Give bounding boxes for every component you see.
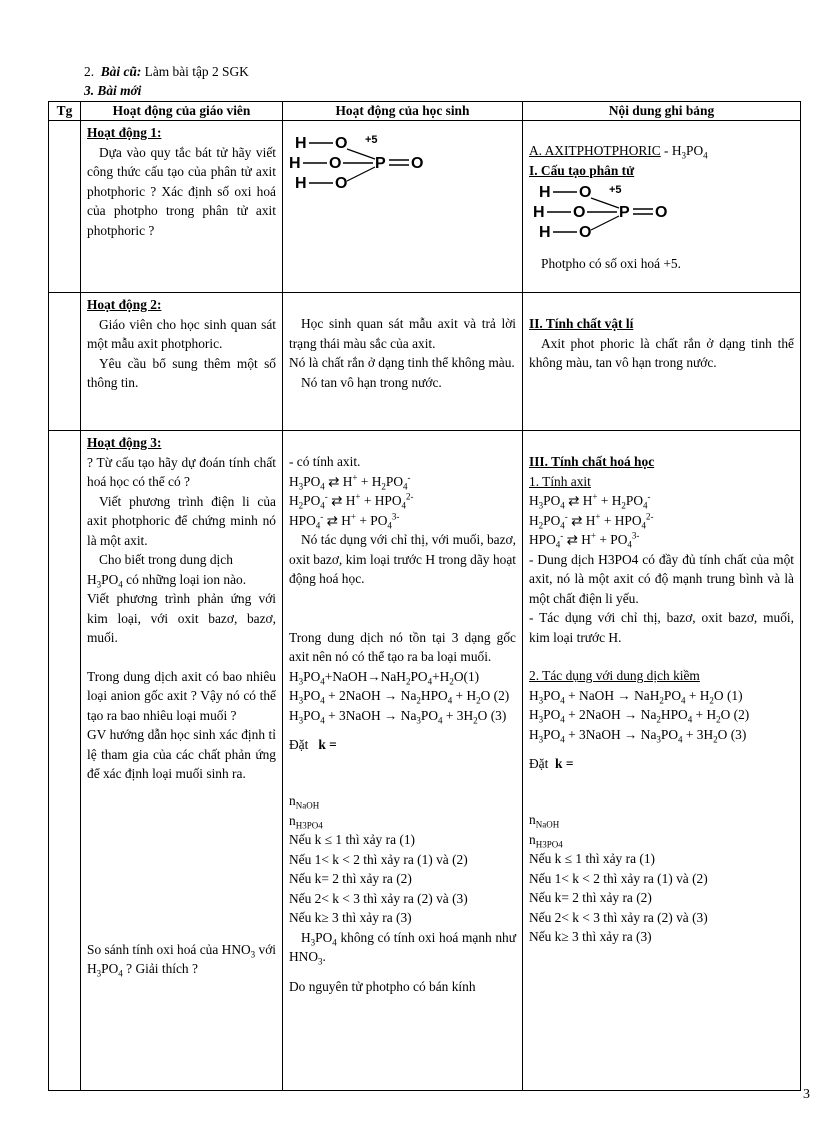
activity-title: Hoạt động 3: [87,435,162,450]
svg-text:O: O [655,204,668,221]
student-text: $H_3PO_4$ không có tính oxi hoá mạnh như $HNO_3$. [289,929,516,967]
teacher-cell [81,431,283,1091]
teacher-question: Viết phương trình điện li của axit photphoric để chứng minh nó là một axit. [87,493,276,548]
content-text: Axit phot phoric là chất rắn ở dạng tinh thể không màu, tan vô hạn trong nước. [529,335,794,370]
reaction-eq-2: $H_3PO_4$ + 2NaOH → $Na_2HPO_4 + H_2O$ (2) [529,707,750,725]
student-text: Nó tan vô hạn trong nước. [301,374,442,390]
activity-title: Hoạt động 1: [87,125,162,140]
svg-text:O: O [573,204,586,221]
student-text: Nó tác dụng với chỉ thị, với muối, bazơ, oxit bazơ, kim loại trước H trong dãy hoạt động hoá học. [289,532,516,586]
struct-p: P [375,155,386,172]
case-line: Nếu k≥ 3 thì xảy ra (3) [289,910,412,925]
svg-text:O: O [579,224,592,241]
struct-o4: O [411,155,424,172]
table-row [49,431,801,1091]
ionization-eq-3: $HPO_4^-$ ⇄ $H^+ + PO_4^{3-}$ [529,530,640,550]
page-number: 3 [803,1087,810,1102]
reaction-eq-1: $H_3PO_4$ + NaOH → $NaH_2PO_4 + H_2O$ (1) [529,687,743,706]
content-text: - Dung dịch H3PO4 có đầy đủ tính chất của một axit, nó là một axit có độ mạnh trung bình và là một chất điện li yếu. [529,551,794,606]
student-cell: - có tính axit. $H_3PO_4$ ⇄ $H^+ + H_2PO_4^-$ $H_2PO_4^-$ ⇄ $H^+ + HPO_4^{2-}$ $HPO_4^-$ ⇄ $H^+ + PO_4^{3-}$ Nó tác dụng với chỉ thị, với muối, bazơ, oxit bazơ, kim loại trước H trong dãy hoạt động hoá học. Trong dung dịch nó tồn tại 3 dạng gốc axit nên nó có thể tạo ra ba loại muối. $H_3PO_4+NaOH\to NaH_2PO_4+H_2O(1)$ $H_3PO_4$ + 2NaOH → $Na_2HPO_4 + H_2O$ (2) $H_3PO_4$ + 3NaOH → $Na_3PO_4 + 3H_2O$ (3) Đặt k = $n_{NaOH}$ $n_{H3PO4}$ Nếu k ≤ 1 thì xảy ra (1) Nếu 1< k < 2 thì xảy ra (1) và (2) Nếu k= 2 thì xảy ra (2) Nếu 2< k < 3 thì xảy ra (2) và (3) Nếu k≥ 3 thì xảy ra (3) $H_3PO_4$ không có tính oxi hoá mạnh như $HNO_3$. Do nguyên tử photpho có bán kính [283,431,523,1091]
struct-o1: O [335,135,348,152]
reaction-eq-1: $H_3PO_4+NaOH\to NaH_2PO_4+H_2O(1)$ [289,668,480,687]
reaction-eq-3: $H_3PO_4$ + 3NaOH → $Na_3PO_4 + 3H_2O$ (3) [529,726,747,745]
teacher-text: Dựa vào quy tắc bát tử hãy viết công thức cấu tạo của phân tử axit photphoric ? Xác định số oxi hoá của photpho trong phân tử axit photphoric ? [87,144,276,238]
teacher-cell [81,121,283,293]
oxidation-note: Photpho có số oxi hoá +5. [541,255,681,271]
subsection-title: 2. Tác dụng với dung dịch kiềm [529,668,700,683]
item-2-number: 2. [84,64,95,79]
ionization-eq-2: $H_2PO_4^-$ ⇄ $H^+ + HPO_4^{2-}$ [289,491,414,511]
item-2-label: Bài cũ: [100,64,142,79]
struct-h3: H [295,175,307,192]
ratio-definition: Đặt k = [529,756,574,771]
activity-title: Hoạt động 2: [87,297,162,312]
ionization-eq-3: $HPO_4^-$ ⇄ $H^+ + PO_4^{3-}$ [289,511,400,531]
svg-text:+5: +5 [609,184,622,196]
struct-h2: H [289,155,301,172]
reaction-eq-2: $H_3PO_4$ + 2NaOH → $Na_2HPO_4 + H_2O$ (2) [289,688,510,706]
teacher-text: Yêu cầu bổ sung thêm một số thông tin. [87,355,276,390]
struct-o2: O [329,155,342,172]
struct-h1: H [295,135,307,152]
teacher-question: $H_3PO_4$ có những loại ion nào. [87,571,247,590]
item-2-text: Làm bài tập 2 SGK [144,64,249,79]
content-cell [523,121,801,293]
student-cell [283,293,523,431]
student-text: Do nguyên tử photpho có bán kính [289,978,476,994]
case-line: Nếu 1< k < 2 thì xảy ra (1) và (2) [529,870,708,886]
student-cell [283,121,523,293]
h3po4-structure-diagram [289,129,439,199]
col-header-teacher: Hoạt động của giáo viên [81,102,283,121]
case-line: Nếu 2< k < 3 thì xảy ra (2) và (3) [529,909,708,925]
reaction-eq-3: $H_3PO_4$ + 3NaOH → $Na_3PO_4 + 3H_2O$ (3) [289,707,507,726]
content-text: - Tác dụng với chỉ thị, bazơ, oxit bazơ, muối, kim loại trước H. [529,610,794,645]
teacher-question: ? Từ cấu tạo hãy dự đoán tính chất hoá học có thể có ? [87,454,276,489]
item-2-line [84,62,249,82]
teacher-cell [81,293,283,431]
case-line: Nếu k= 2 thì xảy ra (2) [289,871,412,886]
col-header-tg: Tg [49,102,81,121]
content-cell: III. Tính chất hoá học 1. Tính axit $H_3PO_4$ ⇄ $H^+ + H_2PO_4^-$ $H_2PO_4^-$ ⇄ $H^+ + HPO_4^{2-}$ $HPO_4^-$ ⇄ $H^+ + PO_4^{3-}$ - Dung dịch H3PO4 có đầy đủ tính chất của một axit, nó là một axit có độ mạnh trung bình và là một chất điện li yếu. - Tác dụng với chỉ thị, bazơ, oxit bazơ, muối, kim loại trước H. 2. Tác dụng với dung dịch kiềm $H_3PO_4$ + NaOH → $NaH_2PO_4 + H_2O$ (1) $H_3PO_4$ + 2NaOH → $Na_2HPO_4 + H_2O$ (2) $H_3PO_4$ + 3NaOH → $Na_3PO_4 + 3H_2O$ (3) Đặt k = $n_{NaOH}$ $n_{H3PO4}$ Nếu k ≤ 1 thì xảy ra (1) Nếu 1< k < 2 thì xảy ra (1) và (2) Nếu k= 2 thì xảy ra (2) Nếu 2< k < 3 thì xảy ra (2) và (3) Nếu k≥ 3 thì xảy ra (3) [523,431,801,1091]
case-line: Nếu k≥ 3 thì xảy ra (3) [529,929,652,944]
content-cell [523,293,801,431]
case-line: Nếu k ≤ 1 thì xảy ra (1) [529,851,655,866]
lesson-table [48,101,801,1091]
ionization-eq-1: $H_3PO_4$ ⇄ $H^+ + H_2PO_4^-$ [529,491,651,511]
col-header-student: Hoạt động của học sinh [283,102,523,121]
teacher-question: Cho biết trong dung dịch [99,552,233,567]
ionization-eq-1: $H_3PO_4$ ⇄ $H^+ + H_2PO_4^-$ [289,472,411,492]
struct-oxidation: +5 [365,134,378,146]
section-a-title: A. AXITPHOTPHORIC - $H_3PO_4$ [529,143,708,161]
student-text: Trong dung dịch nó tồn tại 3 dạng gốc axit nên nó có thể tạo ra ba loại muối. [289,629,516,664]
teacher-question: Viết phương trình phản ứng với kim loại, với oxit bazơ, bazơ, muối. [87,591,276,645]
svg-text:H: H [533,204,545,221]
ionization-eq-2: $H_2PO_4^-$ ⇄ $H^+ + HPO_4^{2-}$ [529,511,654,531]
section-3-title: III. Tính chất hoá học [529,454,655,469]
svg-text:P: P [619,204,630,221]
case-line: Nếu 2< k < 3 thì xảy ra (2) và (3) [289,890,468,906]
section-1-title: I. Cấu tạo phân tử [529,162,635,178]
tg-cell [49,293,81,431]
svg-text:H: H [539,224,551,241]
col-header-content: Nội dung ghi bảng [523,102,801,121]
ratio-definition: Đặt k = [289,737,337,752]
table-header-row [49,102,801,121]
table-row [49,293,801,431]
teacher-question: GV hướng dẫn học sinh xác định tỉ lệ tham gia của các chất phản ứng để xác định loại muối sinh ra. [87,727,276,781]
table-row [49,121,801,293]
student-text: - có tính axit. [289,454,361,469]
section-2-title: II. Tính chất vật lí [529,316,634,331]
student-text: Học sinh quan sát mẫu axit và trả lời trạng thái màu sắc của axit. [289,316,516,351]
case-line: Nếu k= 2 thì xảy ra (2) [529,890,652,905]
svg-text:O: O [579,184,592,201]
struct-o3: O [335,175,348,192]
item-3-heading: 3. Bài mới [84,83,142,98]
teacher-question: So sánh tính oxi hoá của $HNO_3$ với $H_3PO_4$ ? Giải thích ? [87,941,277,979]
svg-text:H: H [539,184,551,201]
subsection-title: 1. Tính axit [529,473,591,489]
student-text: Nó là chất rắn ở dạng tinh thể không màu. [289,355,515,370]
teacher-text: Giáo viên cho học sinh quan sát một mẫu axit photphoric. [87,316,276,351]
case-line: Nếu 1< k < 2 thì xảy ra (1) và (2) [289,851,468,867]
h3po4-structure-diagram-2 [533,180,683,246]
tg-cell [49,121,81,293]
teacher-question: Trong dung dịch axit có bao nhiêu loại anion gốc axit ? Vậy nó có thể tạo ra bao nhiêu loại muối ? [87,668,276,723]
case-line: Nếu k ≤ 1 thì xảy ra (1) [289,832,415,847]
tg-cell [49,431,81,1091]
